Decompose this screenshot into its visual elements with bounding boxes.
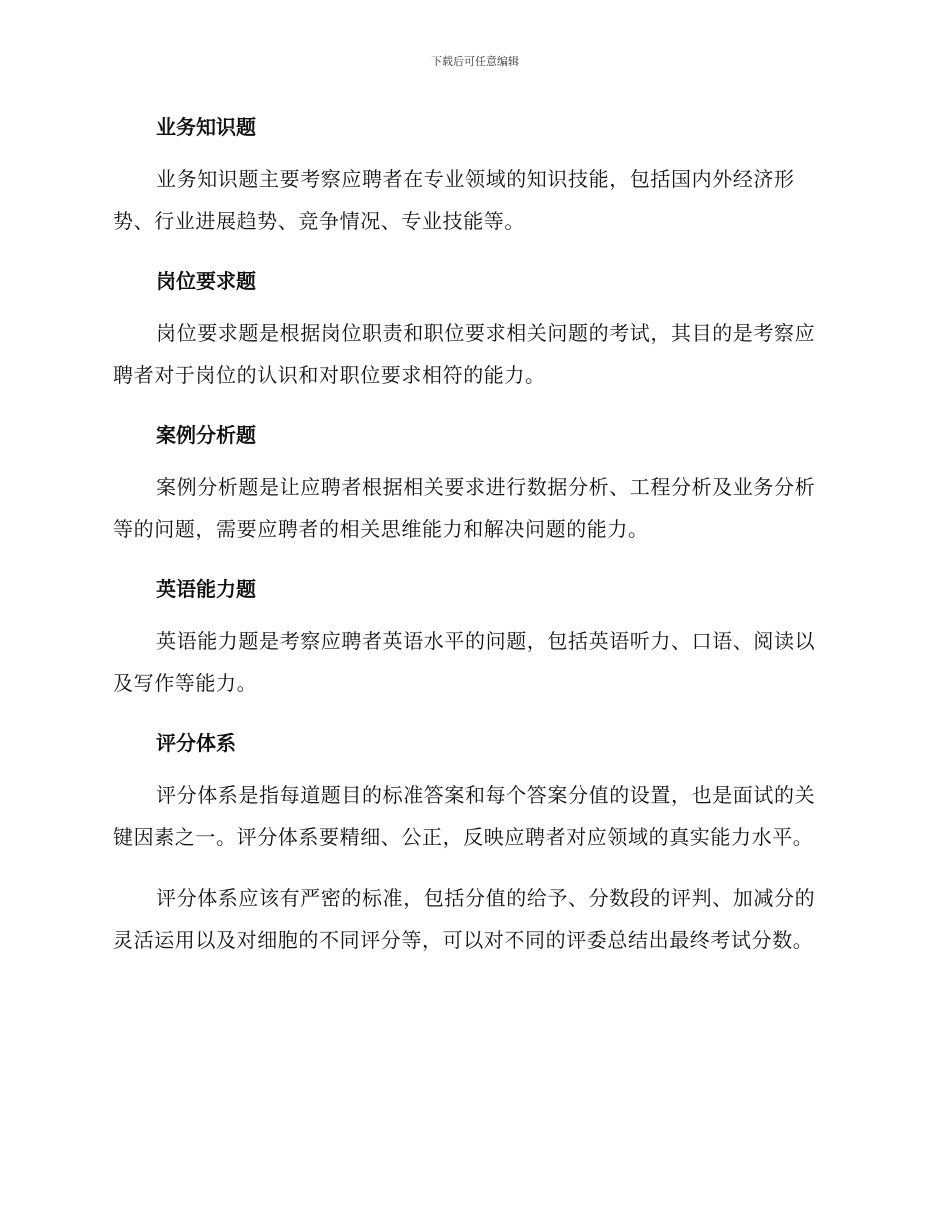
section-heading: 业务知识题	[156, 115, 256, 139]
section-heading: 案例分析题	[156, 423, 256, 447]
section-heading: 英语能力题	[156, 577, 256, 601]
document-body	[113, 108, 833, 981]
section-case-analysis	[113, 416, 833, 550]
section-paragraph: 案例分析题是让应聘者根据相关要求进行数据分析、工程分析及业务分析等的问题，需要应聘者的相关思维能力和解决问题的能力。	[113, 475, 816, 541]
section-paragraph: 英语能力题是考察应聘者英语水平的问题，包括英语听力、口语、阅读以及写作等能力。	[113, 629, 816, 695]
section-job-requirements	[113, 262, 833, 396]
section-paragraph: 岗位要求题是根据岗位职责和职位要求相关问题的考试，其目的是考察应聘者对于岗位的认识和对职位要求相符的能力。	[113, 321, 816, 387]
section-paragraph: 评分体系是指每道题目的标准答案和每个答案分值的设置，也是面试的关键因素之一。评分体系要精细、公正，反映应聘者对应领域的真实能力水平。	[113, 783, 816, 849]
section-business-knowledge	[113, 108, 833, 242]
section-scoring-system	[113, 724, 833, 961]
section-heading: 岗位要求题	[156, 269, 256, 293]
section-heading: 评分体系	[156, 731, 236, 755]
section-paragraph: 业务知识题主要考察应聘者在专业领域的知识技能，包括国内外经济形势、行业进展趋势、竞争情况、专业技能等。	[113, 167, 795, 233]
section-paragraph: 评分体系应该有严密的标准，包括分值的给予、分数段的评判、加减分的灵活运用以及对细胞的不同评分等，可以对不同的评委总结出最终考试分数。	[113, 886, 816, 952]
page-header: 下载后可任意编辑	[431, 55, 519, 68]
section-english-ability	[113, 570, 833, 704]
